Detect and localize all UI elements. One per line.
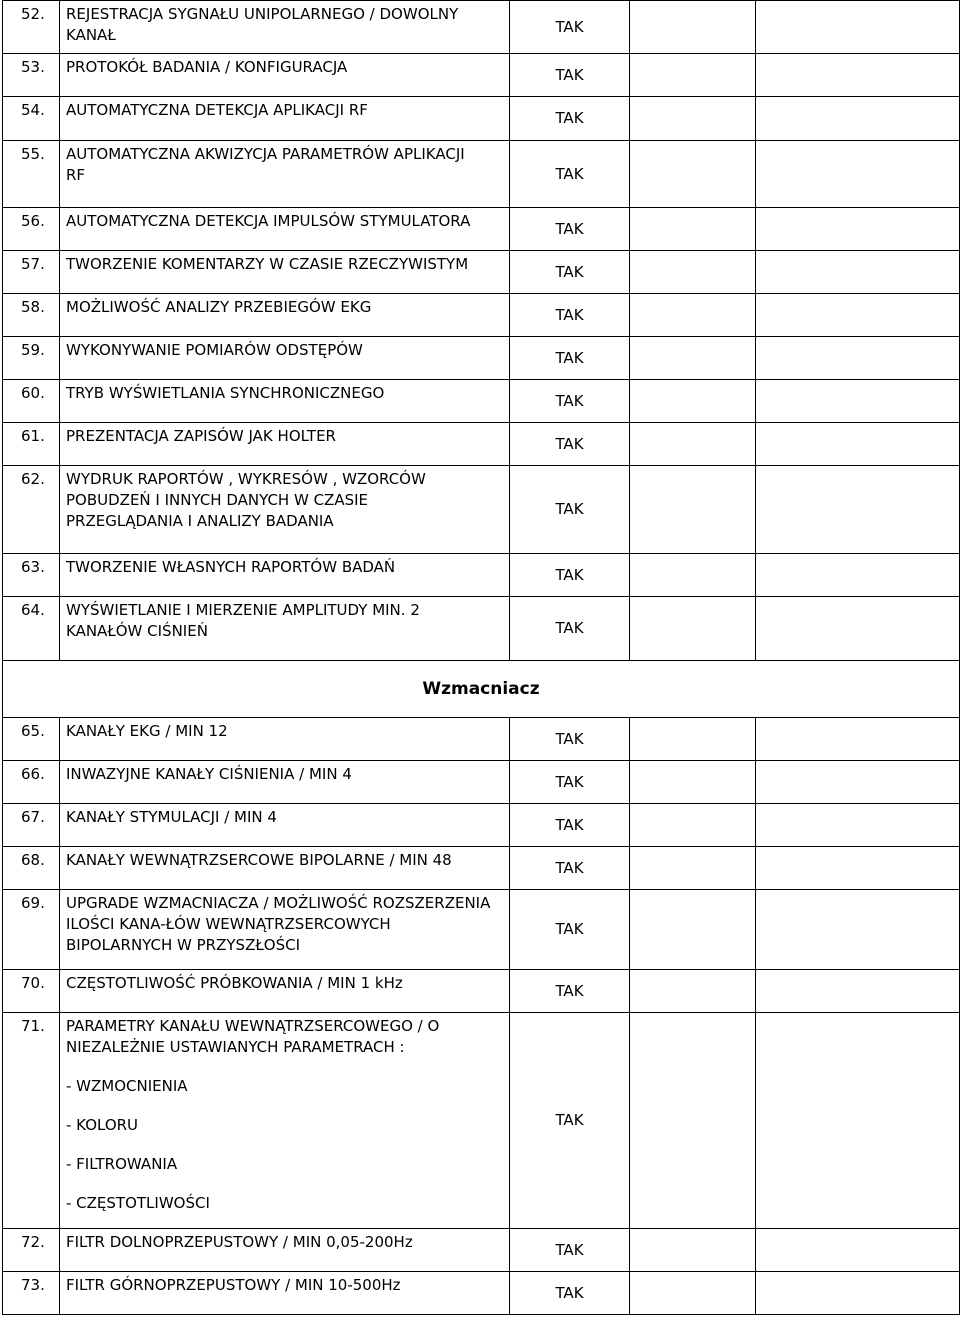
description-line: KANAŁÓW CIŚNIEŃ xyxy=(66,622,208,640)
empty-cell xyxy=(630,380,756,423)
empty-cell xyxy=(630,1272,756,1315)
empty-cell xyxy=(756,423,960,466)
row-value: TAK xyxy=(510,97,630,141)
spacer xyxy=(66,1175,507,1193)
row-description xyxy=(60,141,510,208)
description-line: WYŚWIETLANIE I MIERZENIE AMPLITUDY MIN. 2 xyxy=(66,601,420,619)
row-description xyxy=(60,97,510,141)
row-value: TAK xyxy=(510,251,630,294)
description-line: AUTOMATYCZNA DETEKCJA APLIKACJI RF xyxy=(66,101,368,119)
row-value: TAK xyxy=(510,970,630,1013)
description-line: FILTR GÓRNOPRZEPUSTOWY / MIN 10-500Hz xyxy=(66,1276,401,1294)
table-row xyxy=(3,97,960,141)
row-number: 52. xyxy=(3,1,60,54)
description-line: PROTOKÓŁ BADANIA / KONFIGURACJA xyxy=(66,58,348,76)
row-description xyxy=(60,890,510,970)
row-value: TAK xyxy=(510,466,630,554)
row-description xyxy=(60,761,510,804)
table-row xyxy=(3,54,960,97)
table-row xyxy=(3,466,960,554)
description-line: UPGRADE WZMACNIACZA / MOŻLIWOŚĆ ROZSZERZENIA xyxy=(66,894,491,912)
empty-cell xyxy=(630,847,756,890)
row-number: 73. xyxy=(3,1272,60,1315)
row-description xyxy=(60,597,510,661)
row-description xyxy=(60,970,510,1013)
row-value: TAK xyxy=(510,141,630,208)
empty-cell xyxy=(630,337,756,380)
description-line: TWORZENIE KOMENTARZY W CZASIE RZECZYWISTYM xyxy=(66,255,469,273)
empty-cell xyxy=(756,554,960,597)
row-value: TAK xyxy=(510,1272,630,1315)
sublist-item: - KOLORU xyxy=(66,1116,139,1134)
row-description xyxy=(60,1,510,54)
description-line: KANAŁY EKG / MIN 12 xyxy=(66,722,228,740)
row-value: TAK xyxy=(510,890,630,970)
empty-cell xyxy=(630,251,756,294)
table-row xyxy=(3,1272,960,1315)
empty-cell xyxy=(630,466,756,554)
empty-cell xyxy=(756,294,960,337)
row-value: TAK xyxy=(510,337,630,380)
table-row xyxy=(3,294,960,337)
empty-cell xyxy=(630,294,756,337)
description-line: RF xyxy=(66,166,86,184)
section-row xyxy=(3,661,960,718)
empty-cell xyxy=(630,718,756,761)
row-description xyxy=(60,466,510,554)
empty-cell xyxy=(756,97,960,141)
description-line: KANAŁY WEWNĄTRZSERCOWE BIPOLARNE / MIN 48 xyxy=(66,851,452,869)
row-number: 59. xyxy=(3,337,60,380)
empty-cell xyxy=(756,597,960,661)
description-line: INWAZYJNE KANAŁY CIŚNIENIA / MIN 4 xyxy=(66,765,352,783)
section-title: Wzmacniacz xyxy=(3,661,960,718)
row-number: 63. xyxy=(3,554,60,597)
row-value: TAK xyxy=(510,847,630,890)
empty-cell xyxy=(756,337,960,380)
row-description xyxy=(60,847,510,890)
row-number: 66. xyxy=(3,761,60,804)
row-number: 61. xyxy=(3,423,60,466)
row-number: 60. xyxy=(3,380,60,423)
table-row xyxy=(3,251,960,294)
row-description xyxy=(60,251,510,294)
sublist-item: - FILTROWANIA xyxy=(66,1155,178,1173)
row-value: TAK xyxy=(510,804,630,847)
row-number: 56. xyxy=(3,208,60,251)
description-line: WYKONYWANIE POMIARÓW ODSTĘPÓW xyxy=(66,341,363,359)
description-line: AUTOMATYCZNA DETEKCJA IMPULSÓW STYMULATORA xyxy=(66,212,471,230)
row-number: 58. xyxy=(3,294,60,337)
row-value: TAK xyxy=(510,1,630,54)
row-number: 54. xyxy=(3,97,60,141)
empty-cell xyxy=(630,208,756,251)
empty-cell xyxy=(756,54,960,97)
description-line: TRYB WYŚWIETLANIA SYNCHRONICZNEGO xyxy=(66,384,385,402)
empty-cell xyxy=(630,554,756,597)
empty-cell xyxy=(630,970,756,1013)
row-number: 57. xyxy=(3,251,60,294)
row-description xyxy=(60,804,510,847)
table-row xyxy=(3,423,960,466)
empty-cell xyxy=(756,761,960,804)
description-line: PARAMETRY KANAŁU WEWNĄTRZSERCOWEGO / O xyxy=(66,1017,440,1035)
empty-cell xyxy=(630,597,756,661)
empty-cell xyxy=(630,141,756,208)
row-number: 68. xyxy=(3,847,60,890)
row-number: 69. xyxy=(3,890,60,970)
table-row xyxy=(3,380,960,423)
description-line: FILTR DOLNOPRZEPUSTOWY / MIN 0,05-200Hz xyxy=(66,1233,413,1251)
row-number: 65. xyxy=(3,718,60,761)
empty-cell xyxy=(756,466,960,554)
description-line: KANAŁ xyxy=(66,26,116,44)
row-number: 55. xyxy=(3,141,60,208)
empty-cell xyxy=(756,804,960,847)
row-value: TAK xyxy=(510,718,630,761)
empty-cell xyxy=(630,97,756,141)
spacer xyxy=(66,1136,507,1154)
row-value: TAK xyxy=(510,208,630,251)
row-value: TAK xyxy=(510,423,630,466)
empty-cell xyxy=(630,804,756,847)
spacer xyxy=(66,1058,507,1076)
empty-cell xyxy=(756,251,960,294)
table-row xyxy=(3,718,960,761)
row-number: 70. xyxy=(3,970,60,1013)
row-value: TAK xyxy=(510,54,630,97)
description-line: NIEZALEŻNIE USTAWIANYCH PARAMETRACH : xyxy=(66,1038,405,1056)
empty-cell xyxy=(756,141,960,208)
empty-cell xyxy=(630,890,756,970)
row-description xyxy=(60,337,510,380)
table-row xyxy=(3,337,960,380)
sublist-item: - WZMOCNIENIA xyxy=(66,1077,188,1095)
description-line: TWORZENIE WŁASNYCH RAPORTÓW BADAŃ xyxy=(66,558,396,576)
table-row xyxy=(3,970,960,1013)
table-row xyxy=(3,1,960,54)
table-row xyxy=(3,1229,960,1272)
table-row xyxy=(3,890,960,970)
empty-cell xyxy=(630,761,756,804)
empty-cell xyxy=(630,54,756,97)
empty-cell xyxy=(756,208,960,251)
empty-cell xyxy=(756,847,960,890)
row-number: 67. xyxy=(3,804,60,847)
description-line: BIPOLARNYCH W PRZYSZŁOŚCI xyxy=(66,936,300,954)
description-line: REJESTRACJA SYGNAŁU UNIPOLARNEGO / DOWOLNY xyxy=(66,5,459,23)
row-value: TAK xyxy=(510,597,630,661)
description-line: POBUDZEŃ I INNYCH DANYCH W CZASIE xyxy=(66,491,368,509)
empty-cell xyxy=(756,1229,960,1272)
row-description xyxy=(60,1013,510,1229)
description-line: AUTOMATYCZNA AKWIZYCJA PARAMETRÓW APLIKACJI xyxy=(66,145,465,163)
empty-cell xyxy=(630,1229,756,1272)
empty-cell xyxy=(630,1013,756,1229)
description-line: MOŻLIWOŚĆ ANALIZY PRZEBIEGÓW EKG xyxy=(66,298,372,316)
empty-cell xyxy=(756,1272,960,1315)
table-row xyxy=(3,804,960,847)
description-line: CZĘSTOTLIWOŚĆ PRÓBKOWANIA / MIN 1 kHz xyxy=(66,974,403,992)
empty-cell xyxy=(630,423,756,466)
row-description xyxy=(60,294,510,337)
description-line: ILOŚCI KANA-ŁÓW WEWNĄTRZSERCOWYCH xyxy=(66,915,391,933)
empty-cell xyxy=(756,380,960,423)
description-line: WYDRUK RAPORTÓW , WYKRESÓW , WZORCÓW xyxy=(66,470,426,488)
row-description xyxy=(60,1272,510,1315)
table-row xyxy=(3,847,960,890)
row-value: TAK xyxy=(510,554,630,597)
row-number: 71. xyxy=(3,1013,60,1229)
row-description xyxy=(60,718,510,761)
description-line: KANAŁY STYMULACJI / MIN 4 xyxy=(66,808,277,826)
row-number: 64. xyxy=(3,597,60,661)
row-value: TAK xyxy=(510,294,630,337)
empty-cell xyxy=(630,1,756,54)
specification-table xyxy=(2,0,960,1315)
empty-cell xyxy=(756,718,960,761)
empty-cell xyxy=(756,890,960,970)
spacer xyxy=(66,1097,507,1115)
row-value: TAK xyxy=(510,761,630,804)
row-value: TAK xyxy=(510,380,630,423)
table-row xyxy=(3,1013,960,1229)
table-row xyxy=(3,597,960,661)
row-number: 62. xyxy=(3,466,60,554)
table-row xyxy=(3,554,960,597)
row-description xyxy=(60,1229,510,1272)
row-value: TAK xyxy=(510,1229,630,1272)
sublist-item: - CZĘSTOTLIWOŚCI xyxy=(66,1194,210,1212)
empty-cell xyxy=(756,1,960,54)
row-description xyxy=(60,208,510,251)
table-row xyxy=(3,208,960,251)
description-line: PRZEGLĄDANIA I ANALIZY BADANIA xyxy=(66,512,334,530)
table-row xyxy=(3,141,960,208)
row-description xyxy=(60,54,510,97)
row-number: 53. xyxy=(3,54,60,97)
row-description xyxy=(60,380,510,423)
row-value: TAK xyxy=(510,1013,630,1229)
row-number: 72. xyxy=(3,1229,60,1272)
row-description xyxy=(60,554,510,597)
row-description xyxy=(60,423,510,466)
empty-cell xyxy=(756,1013,960,1229)
description-line: PREZENTACJA ZAPISÓW JAK HOLTER xyxy=(66,427,336,445)
empty-cell xyxy=(756,970,960,1013)
table-row xyxy=(3,761,960,804)
